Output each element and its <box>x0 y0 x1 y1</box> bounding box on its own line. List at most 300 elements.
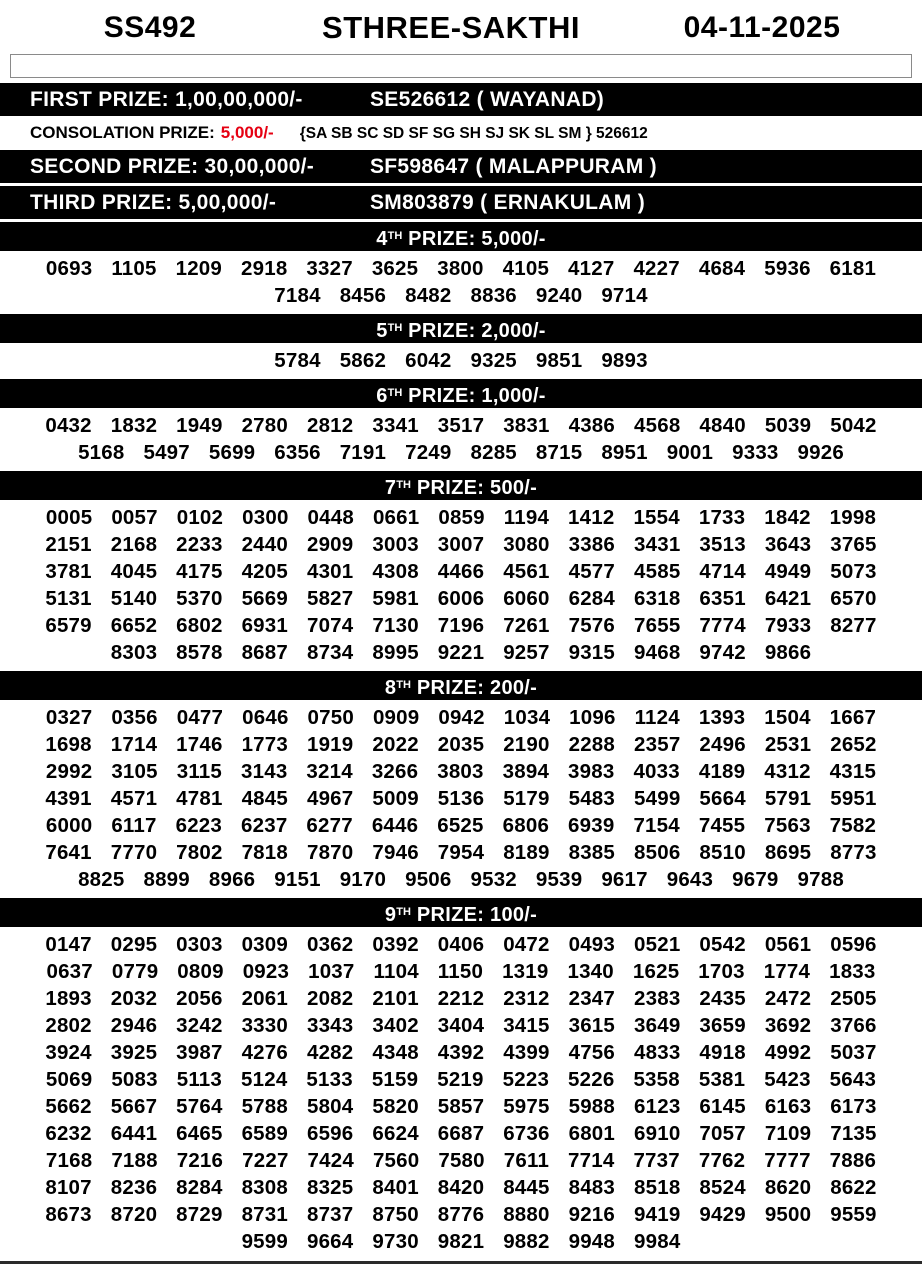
ticket-number: 0750 <box>307 706 354 729</box>
section-7th-prize <box>0 471 922 668</box>
prize-number-row <box>0 1147 922 1174</box>
ticket-number: 7216 <box>176 1149 224 1172</box>
ticket-number: 6801 <box>568 1122 616 1145</box>
ticket-number: 2918 <box>241 257 288 280</box>
ticket-number: 3803 <box>437 760 484 783</box>
ticket-number: 2472 <box>764 987 812 1010</box>
ticket-number: 7135 <box>830 1122 877 1145</box>
ticket-number: 7130 <box>372 614 419 637</box>
ticket-number: 7946 <box>372 841 419 864</box>
ticket-number: 2812 <box>306 414 354 437</box>
ticket-number: 2357 <box>634 733 681 756</box>
ticket-number: 2946 <box>110 1014 158 1037</box>
ticket-number: 1319 <box>502 960 549 983</box>
ticket-number: 4315 <box>829 760 877 783</box>
ticket-number: 6687 <box>437 1122 485 1145</box>
ticket-number: 6736 <box>503 1122 550 1145</box>
ticket-number: 4684 <box>698 257 746 280</box>
ticket-number: 9599 <box>241 1230 288 1253</box>
ticket-number: 6060 <box>503 587 550 610</box>
ticket-number: 8729 <box>176 1203 223 1226</box>
ticket-number: 7777 <box>764 1149 811 1172</box>
ticket-number: 3659 <box>699 1014 746 1037</box>
ticket-number: 6624 <box>372 1122 419 1145</box>
ticket-number: 8277 <box>830 614 877 637</box>
prize-number-row <box>0 731 922 758</box>
ticket-number: 4399 <box>503 1041 550 1064</box>
ticket-number: 4033 <box>633 760 680 783</box>
ticket-number: 8284 <box>176 1176 223 1199</box>
prize-number-row <box>0 255 922 282</box>
ticket-number: 9532 <box>470 868 517 891</box>
prize-number-row <box>0 347 922 374</box>
ticket-number: 0295 <box>110 933 158 956</box>
ticket-number: 5662 <box>45 1095 92 1118</box>
ticket-number: 4282 <box>306 1041 354 1064</box>
ticket-number: 4756 <box>568 1041 616 1064</box>
ticket-number: 4585 <box>634 560 681 583</box>
ticket-number: 9170 <box>339 868 387 891</box>
ticket-number: 4577 <box>568 560 616 583</box>
ticket-number: 8966 <box>208 868 256 891</box>
ticket-number: 4348 <box>372 1041 419 1064</box>
ticket-number: 2496 <box>699 733 746 756</box>
consolation-prize-row <box>0 119 922 147</box>
ticket-number: 3214 <box>306 760 353 783</box>
ticket-number: 8578 <box>176 641 223 664</box>
ticket-number: 5381 <box>698 1068 746 1091</box>
ticket-number: 8445 <box>503 1176 550 1199</box>
ticket-number: 5936 <box>764 257 811 280</box>
ticket-number: 3143 <box>241 760 288 783</box>
ticket-number: 2212 <box>437 987 485 1010</box>
ticket-number: 9821 <box>437 1230 485 1253</box>
ticket-number: 6802 <box>176 614 223 637</box>
ticket-number: 0448 <box>307 506 354 529</box>
ticket-number: 4918 <box>699 1041 746 1064</box>
ticket-number: 4571 <box>110 787 158 810</box>
ticket-number: 6006 <box>437 587 485 610</box>
ticket-number: 0809 <box>177 960 224 983</box>
ticket-number: 5223 <box>502 1068 550 1091</box>
ticket-number: 5827 <box>306 587 354 610</box>
ticket-number: 2061 <box>241 987 288 1010</box>
ticket-number: 0406 <box>437 933 485 956</box>
ticket-number: 3431 <box>634 533 681 556</box>
ticket-number: 5179 <box>503 787 550 810</box>
ticket-number: 7261 <box>503 614 550 637</box>
ticket-number: 4189 <box>698 760 746 783</box>
prize-sections <box>0 222 922 1257</box>
prize-number-row <box>0 1012 922 1039</box>
ticket-number: 5699 <box>208 441 256 464</box>
ticket-number: 7870 <box>306 841 354 864</box>
ticket-number: 6000 <box>45 814 93 837</box>
prize-number-row <box>0 1120 922 1147</box>
third-prize-label: THIRD PRIZE: 5,00,000/- <box>30 191 277 214</box>
ticket-number: 6465 <box>176 1122 223 1145</box>
ticket-number: 6421 <box>764 587 812 610</box>
ticket-number: 6652 <box>110 614 158 637</box>
first-prize-winner: SE526612 ( WAYANAD) <box>370 88 605 111</box>
ticket-number: 8951 <box>601 441 648 464</box>
ticket-number: 8734 <box>306 641 354 664</box>
ticket-number: 1412 <box>568 506 615 529</box>
ticket-number: 5791 <box>764 787 812 810</box>
ticket-number: 8776 <box>437 1203 485 1226</box>
numbers-grid-5th-prize <box>0 346 922 376</box>
ticket-number: 2505 <box>830 987 877 1010</box>
ticket-number: 4949 <box>764 560 812 583</box>
ticket-number: 3343 <box>306 1014 354 1037</box>
ticket-number: 6446 <box>371 814 419 837</box>
ticket-number: 4392 <box>437 1041 485 1064</box>
ticket-number: 8518 <box>634 1176 681 1199</box>
ticket-number: 3831 <box>503 414 550 437</box>
section-9th-prize <box>0 898 922 1257</box>
ticket-number: 1893 <box>45 987 92 1010</box>
ticket-number: 9500 <box>764 1203 812 1226</box>
ticket-number: 4391 <box>45 787 92 810</box>
ticket-number: 4308 <box>372 560 419 583</box>
ticket-number: 7057 <box>699 1122 746 1145</box>
ticket-number: 1842 <box>764 506 811 529</box>
ticket-number: 8506 <box>634 841 681 864</box>
ticket-number: 7560 <box>372 1149 420 1172</box>
ticket-number: 2190 <box>503 733 550 756</box>
prize-number-row <box>0 758 922 785</box>
ticket-number: 8385 <box>568 841 616 864</box>
ticket-number: 7455 <box>698 814 746 837</box>
ticket-number: 9851 <box>535 349 583 372</box>
ticket-number: 3987 <box>176 1041 223 1064</box>
ticket-number: 7818 <box>241 841 288 864</box>
ticket-number: 1034 <box>503 706 551 729</box>
ticket-number: 3330 <box>241 1014 288 1037</box>
ticket-number: 1733 <box>698 506 746 529</box>
prize-number-row <box>0 1039 922 1066</box>
ticket-number: 3692 <box>764 1014 812 1037</box>
ticket-number: 9506 <box>405 868 452 891</box>
ticket-number: 3402 <box>372 1014 419 1037</box>
prize-number-row <box>0 812 922 839</box>
prize-number-row <box>0 1201 922 1228</box>
ticket-number: 6589 <box>241 1122 288 1145</box>
prize-number-row <box>0 1066 922 1093</box>
ticket-number: 2992 <box>45 760 93 783</box>
section-header-4th-prize: 4TH PRIZE: 5,000/- <box>0 222 922 251</box>
ticket-number: 5951 <box>830 787 877 810</box>
ticket-number: 8737 <box>306 1203 354 1226</box>
ticket-number: 3341 <box>372 414 419 437</box>
ticket-number: 5113 <box>176 1068 223 1091</box>
first-prize-label: FIRST PRIZE: 1,00,00,000/- <box>30 88 303 111</box>
prize-number-row <box>0 931 922 958</box>
ticket-number: 7641 <box>45 841 92 864</box>
ticket-number: 7563 <box>764 814 811 837</box>
ticket-number: 0923 <box>242 960 290 983</box>
ticket-number: 8620 <box>764 1176 812 1199</box>
ticket-number: 9333 <box>732 441 779 464</box>
ticket-number: 9315 <box>568 641 616 664</box>
ticket-number: 9419 <box>634 1203 681 1226</box>
ticket-number: 8189 <box>503 841 550 864</box>
ticket-number: 3781 <box>45 560 92 583</box>
ticket-number: 5667 <box>110 1095 158 1118</box>
ticket-number: 3007 <box>437 533 485 556</box>
ticket-number: 1667 <box>829 706 877 729</box>
ticket-number: 1150 <box>437 960 484 983</box>
ticket-number: 1774 <box>763 960 811 983</box>
ticket-number: 3649 <box>634 1014 681 1037</box>
ticket-number: 9742 <box>699 641 746 664</box>
third-prize-winner: SM803879 ( ERNAKULAM ) <box>370 191 645 214</box>
ticket-number: 1625 <box>632 960 680 983</box>
ticket-number: 0300 <box>242 506 289 529</box>
ticket-number: 5804 <box>306 1095 354 1118</box>
ticket-number: 5975 <box>503 1095 550 1118</box>
section-header-8th-prize: 8TH PRIZE: 200/- <box>0 671 922 700</box>
ticket-number: 5988 <box>568 1095 616 1118</box>
ticket-number: 8107 <box>45 1176 92 1199</box>
ticket-number: 0327 <box>45 706 93 729</box>
ticket-number: 0779 <box>111 960 159 983</box>
numbers-grid-8th-prize <box>0 703 922 895</box>
ticket-number: 2909 <box>306 533 354 556</box>
ticket-number: 6939 <box>568 814 615 837</box>
ticket-number: 6181 <box>829 257 877 280</box>
ticket-number: 0859 <box>438 506 485 529</box>
ticket-number: 9664 <box>306 1230 354 1253</box>
ticket-number: 7184 <box>274 284 321 307</box>
ticket-number: 8420 <box>437 1176 485 1199</box>
ticket-number: 0362 <box>306 933 354 956</box>
ticket-number: 9643 <box>666 868 714 891</box>
ticket-number: 5981 <box>372 587 419 610</box>
ticket-number: 7227 <box>242 1149 289 1172</box>
ticket-number: 7954 <box>437 841 485 864</box>
prize-number-row <box>0 639 922 666</box>
ticket-number: 9679 <box>732 868 779 891</box>
ticket-number: 6173 <box>830 1095 877 1118</box>
ticket-number: 8720 <box>110 1203 158 1226</box>
ticket-number: 1194 <box>503 506 550 529</box>
prize-number-row <box>0 282 922 309</box>
ticket-number: 5764 <box>176 1095 223 1118</box>
ticket-number: 8836 <box>470 284 517 307</box>
ticket-number: 9926 <box>797 441 844 464</box>
ticket-number: 9714 <box>601 284 648 307</box>
ticket-number: 8750 <box>372 1203 419 1226</box>
ticket-number: 0303 <box>176 933 223 956</box>
ticket-number: 5358 <box>633 1068 680 1091</box>
ticket-number: 3766 <box>830 1014 877 1037</box>
ticket-number: 9001 <box>666 441 714 464</box>
ticket-number: 9221 <box>437 641 485 664</box>
ticket-number: 4714 <box>699 560 746 583</box>
ticket-number: 9257 <box>503 641 550 664</box>
ticket-number: 4845 <box>241 787 288 810</box>
ticket-number: 0637 <box>46 960 93 983</box>
ticket-number: 6356 <box>274 441 321 464</box>
ticket-number: 5073 <box>830 560 877 583</box>
ticket-number: 6525 <box>437 814 484 837</box>
ticket-number: 6351 <box>699 587 746 610</box>
ticket-number: 1105 <box>111 257 157 280</box>
ticket-number: 9730 <box>372 1230 419 1253</box>
ticket-number: 6223 <box>175 814 223 837</box>
ticket-number: 7168 <box>45 1149 93 1172</box>
ticket-number: 5136 <box>437 787 485 810</box>
ticket-number: 7580 <box>438 1149 485 1172</box>
ticket-number: 3266 <box>371 760 419 783</box>
ticket-number: 6806 <box>502 814 550 837</box>
ticket-number: 1773 <box>241 733 288 756</box>
ticket-number: 7109 <box>764 1122 812 1145</box>
ticket-number: 2312 <box>503 987 550 1010</box>
ticket-number: 3003 <box>372 533 419 556</box>
ticket-number: 0493 <box>568 933 616 956</box>
ticket-number: 7582 <box>829 814 877 837</box>
ticket-number: 7655 <box>634 614 681 637</box>
ticket-number: 1104 <box>373 960 419 983</box>
ticket-number: 8695 <box>764 841 812 864</box>
second-prize-winner: SF598647 ( MALAPPURAM ) <box>370 155 657 178</box>
ticket-number: 0309 <box>241 933 288 956</box>
ticket-number: 8825 <box>78 868 125 891</box>
ticket-number: 6232 <box>45 1122 92 1145</box>
ticket-number: 1698 <box>45 733 92 756</box>
ticket-number: 2032 <box>110 987 158 1010</box>
ticket-number: 7737 <box>633 1149 680 1172</box>
ticket-number: 5643 <box>829 1068 877 1091</box>
ticket-number: 0542 <box>699 933 746 956</box>
ticket-number: 8482 <box>405 284 452 307</box>
ticket-number: 2022 <box>372 733 419 756</box>
ticket-number: 0472 <box>503 933 550 956</box>
ticket-number: 8673 <box>45 1203 92 1226</box>
ticket-number: 2168 <box>110 533 158 556</box>
section-header-5th-prize: 5TH PRIZE: 2,000/- <box>0 314 922 343</box>
ticket-number: 4127 <box>568 257 615 280</box>
section-5th-prize <box>0 314 922 376</box>
ticket-number: 9468 <box>634 641 681 664</box>
numbers-grid-4th-prize <box>0 254 922 311</box>
ticket-number: 2435 <box>699 987 746 1010</box>
ticket-number: 1393 <box>698 706 746 729</box>
ticket-number: 1096 <box>569 706 616 729</box>
ticket-number: 0102 <box>176 506 224 529</box>
ticket-number: 5497 <box>143 441 190 464</box>
ticket-number: 5083 <box>111 1068 158 1091</box>
ticket-number: 5226 <box>568 1068 615 1091</box>
ticket-number: 1998 <box>829 506 877 529</box>
ticket-number: 7424 <box>307 1149 354 1172</box>
ticket-number: 1703 <box>698 960 745 983</box>
ticket-number: 6441 <box>110 1122 158 1145</box>
ticket-number: 2288 <box>568 733 616 756</box>
ticket-number: 4967 <box>306 787 354 810</box>
ticket-number: 1949 <box>176 414 223 437</box>
ticket-number: 0521 <box>634 933 681 956</box>
ticket-number: 0693 <box>45 257 93 280</box>
ticket-number: 2082 <box>306 987 354 1010</box>
ticket-number: 5159 <box>371 1068 419 1091</box>
ticket-number: 6596 <box>306 1122 354 1145</box>
ticket-number: 0477 <box>176 706 224 729</box>
ticket-number: 5037 <box>830 1041 877 1064</box>
ticket-number: 0646 <box>242 706 289 729</box>
ticket-number: 7074 <box>306 614 354 637</box>
ticket-number: 5042 <box>830 414 877 437</box>
ticket-number: 7714 <box>568 1149 615 1172</box>
ticket-number: 7188 <box>111 1149 158 1172</box>
prize-number-row <box>0 785 922 812</box>
ticket-number: 2780 <box>241 414 288 437</box>
ticket-number: 2440 <box>241 533 288 556</box>
ticket-number: 9866 <box>764 641 812 664</box>
ticket-number: 6910 <box>634 1122 681 1145</box>
ticket-number: 6117 <box>111 814 157 837</box>
ticket-number: 3643 <box>764 533 812 556</box>
ticket-number: 9240 <box>535 284 583 307</box>
ticket-number: 4568 <box>634 414 681 437</box>
ticket-number: 8483 <box>568 1176 616 1199</box>
ticket-number: 8236 <box>110 1176 158 1199</box>
ticket-number: 5664 <box>699 787 746 810</box>
ticket-number: 6570 <box>830 587 877 610</box>
ticket-number: 6579 <box>45 614 92 637</box>
ticket-number: 5131 <box>45 587 92 610</box>
ticket-number: 2056 <box>176 987 223 1010</box>
ticket-number: 1746 <box>176 733 223 756</box>
ticket-number: 3800 <box>437 257 484 280</box>
ticket-number: 4992 <box>764 1041 812 1064</box>
ticket-number: 3242 <box>176 1014 223 1037</box>
search-input[interactable] <box>10 54 912 78</box>
ticket-number: 2383 <box>634 987 681 1010</box>
prize-number-row <box>0 704 922 731</box>
ticket-number: 4466 <box>437 560 485 583</box>
ticket-number: 5009 <box>372 787 419 810</box>
ticket-number: 8995 <box>372 641 419 664</box>
ticket-number: 2233 <box>176 533 223 556</box>
ticket-number: 7196 <box>437 614 485 637</box>
ticket-number: 2035 <box>437 733 485 756</box>
ticket-number: 5820 <box>372 1095 419 1118</box>
section-4th-prize <box>0 222 922 311</box>
ticket-number: 4227 <box>633 257 680 280</box>
ticket-number: 7774 <box>699 614 746 637</box>
ticket-number: 8401 <box>372 1176 419 1199</box>
ticket-number: 3615 <box>568 1014 616 1037</box>
ticket-number: 3924 <box>45 1041 92 1064</box>
ticket-number: 0057 <box>111 506 158 529</box>
ticket-number: 4276 <box>241 1041 288 1064</box>
ticket-number: 8285 <box>470 441 517 464</box>
ticket-number: 5133 <box>306 1068 353 1091</box>
ticket-number: 1832 <box>110 414 158 437</box>
ticket-number: 6931 <box>241 614 288 637</box>
ticket-number: 6284 <box>568 587 616 610</box>
ticket-number: 7933 <box>764 614 812 637</box>
ticket-number: 8687 <box>241 641 288 664</box>
section-6th-prize <box>0 379 922 468</box>
ticket-number: 5788 <box>241 1095 288 1118</box>
ticket-number: 5862 <box>339 349 387 372</box>
ticket-number: 9216 <box>568 1203 616 1226</box>
page-title: STHREE-SAKTHI <box>322 10 580 45</box>
